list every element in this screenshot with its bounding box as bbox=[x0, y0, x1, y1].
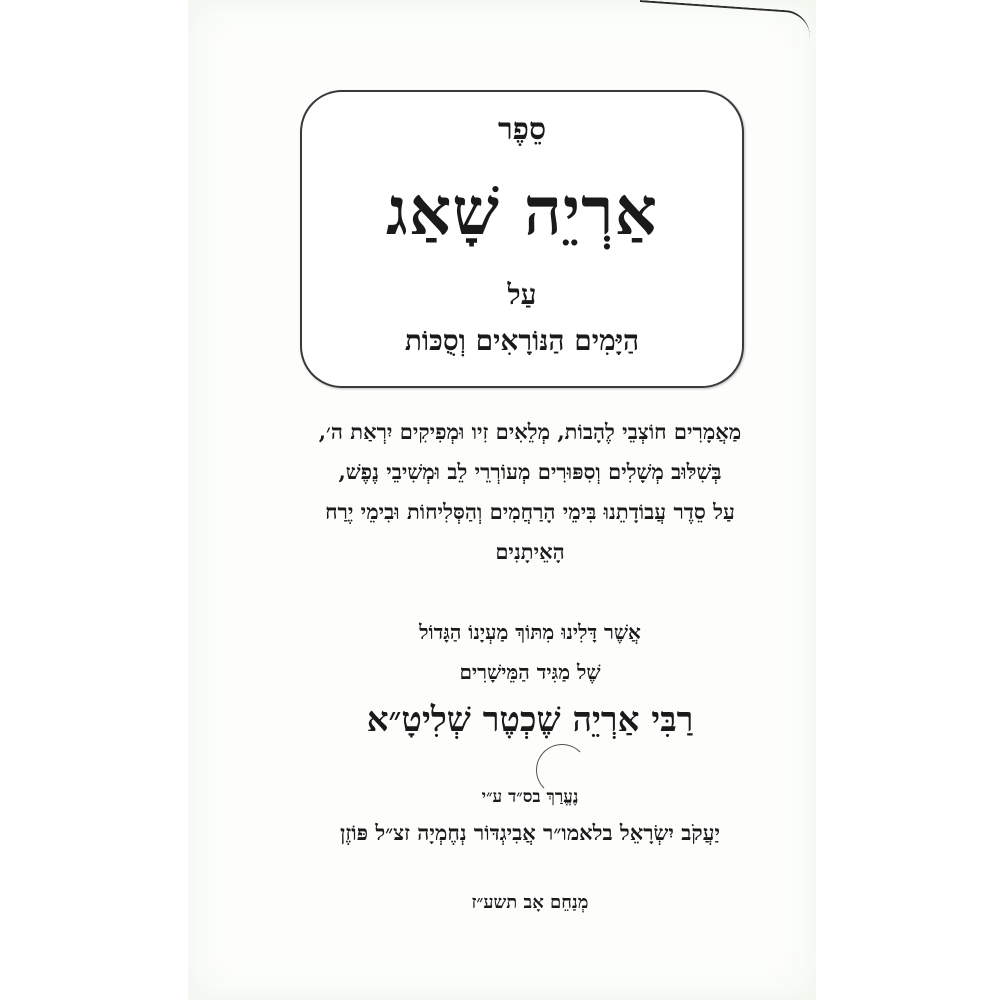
description-line: עַל סֵדֶר עֲבוֹדָתֵנוּ בִּימֵי הָרַחֲמִים וְהַסְּלִיחוֹת וּבִימֵי יֶרַח bbox=[325, 499, 735, 524]
description-line: בְּשִׁלּוּב מְשָׁלִים וְסִפּוּרִים מְעוֹרְרֵי לֵב וּמְשִׁיבֵי נֶפֶשׁ, bbox=[338, 459, 722, 484]
book-title: אַרְיֵה שָׁאַג bbox=[386, 172, 658, 250]
description-line: הָאֵיתָנִים bbox=[495, 539, 565, 564]
book-topic: הַיָּמִים הַנּוֹרָאִים וְסֻכּוֹת bbox=[404, 324, 640, 357]
title-frame bbox=[300, 90, 744, 388]
source-line-1: אֲשֶׁר דָּלִינוּ מִתּוֹךְ מַעְיָנוֹ הַגָּדוֹל bbox=[419, 620, 641, 644]
rabbi-name: רַבִּי אַרְיֵה שֶׁכְטֶר שְׁלִיטָ״א bbox=[366, 700, 694, 740]
edited-by: נֶעֱרַךְ בס״ד ע״י bbox=[481, 787, 579, 807]
editor-name: יַעֲקֹב יִשְׂרָאֵל בלאמו״ר אֲבִיגְדּוֹר נְחֶמְיָה זצ״ל פּוֹזֶן bbox=[340, 820, 720, 845]
description-line: מַאֲמָרִים חוֹצְבֵי לֶהָבוֹת, מְלֵאִים זִיו וּמְפִיקִים יִרְאַת ה׳, bbox=[318, 419, 742, 444]
publication-date: מְנַחֵם אָב תשע״ז bbox=[471, 892, 589, 913]
al-label: עַל bbox=[507, 278, 537, 311]
description bbox=[240, 412, 820, 572]
source-line-2: שֶׁל מַגִּיד הַמֵּישָׁרִים bbox=[459, 660, 601, 684]
sefer-label: סֵפֶר bbox=[497, 112, 547, 147]
